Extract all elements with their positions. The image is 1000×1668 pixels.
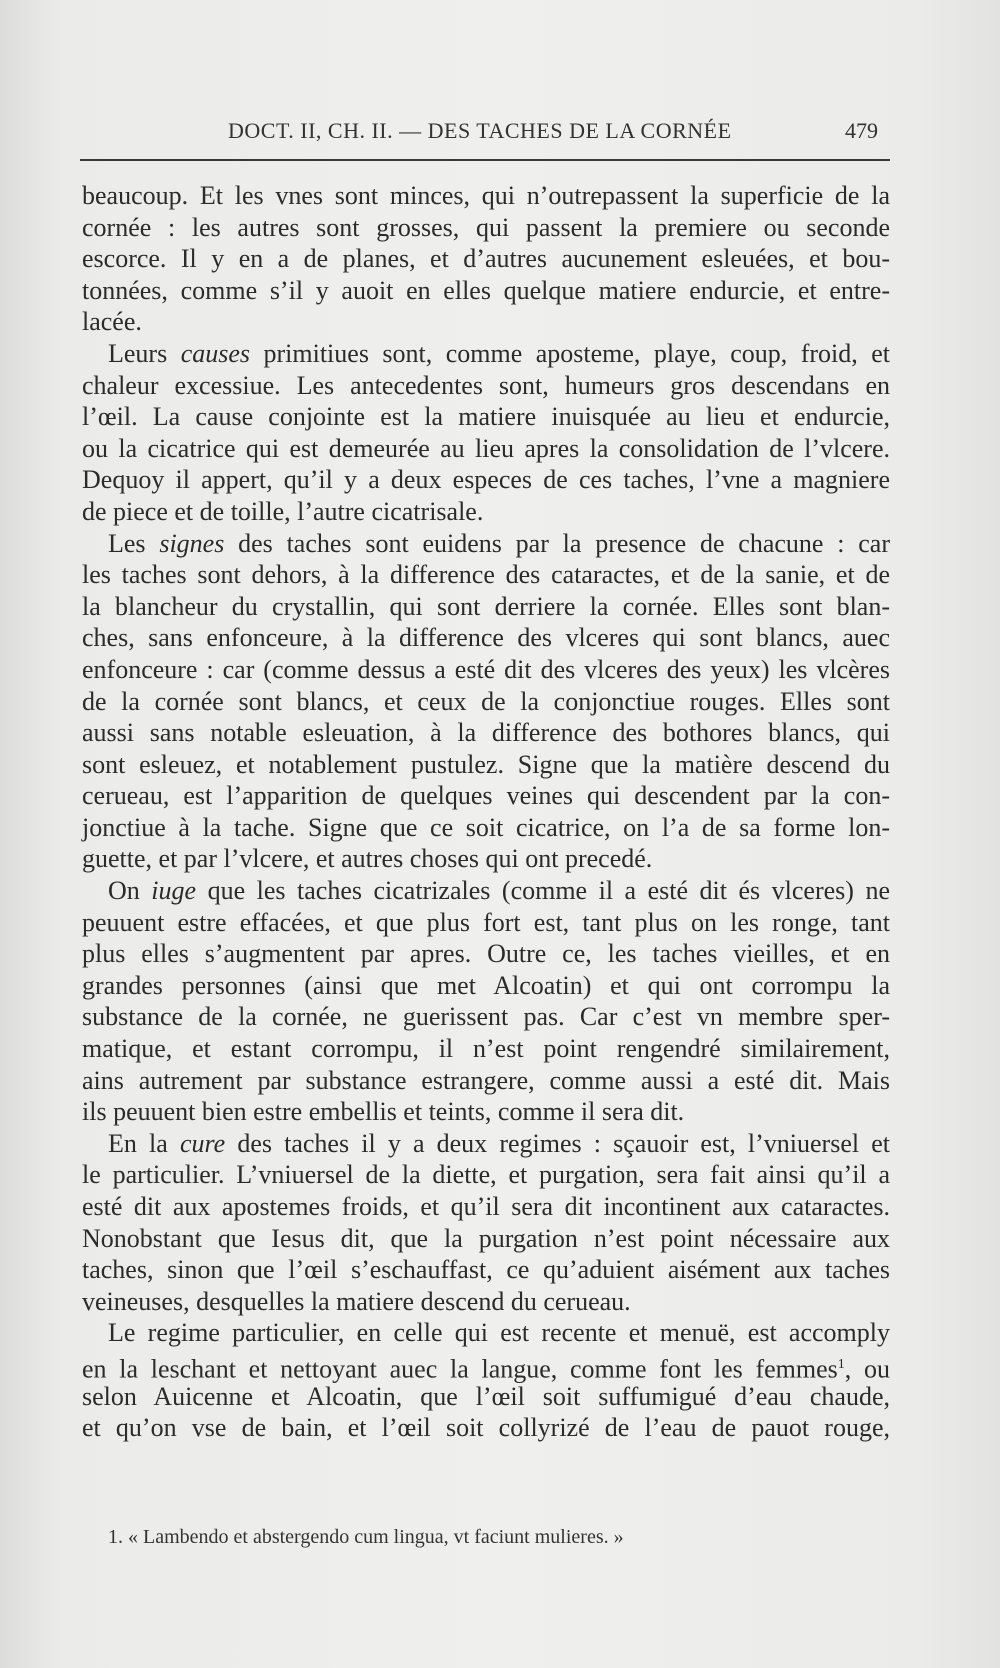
text-line <box>82 528 890 560</box>
header-rule <box>80 159 890 161</box>
text-line: de la cornée sont blancs, et ceux de la conjonctiue rouges. Elles sont <box>82 686 890 716</box>
text-span: , ou <box>844 1354 890 1384</box>
text-line: peuuent estre effacées, et que plus fort est, tant plus on les ronge, tant <box>82 907 890 937</box>
text-line: plus elles s’augmentent par apres. Outre ce, les taches vieilles, et en <box>82 939 890 969</box>
text-line: l’œil. La cause conjointe est la matiere inuisquée au lieu et endurcie, <box>82 402 890 432</box>
text-span: En la <box>108 1128 180 1158</box>
text-line: chaleur excessiue. Les antecedentes sont, humeurs gros descendans en <box>82 370 890 400</box>
text-line: beaucoup. Et les vnes sont minces, qui n’outrepassent la superficie de la <box>82 181 890 210</box>
keyword-signes: signes <box>159 528 225 558</box>
text-line: aussi sans notable esleuation, à la difference des bothores blancs, qui <box>82 718 890 748</box>
keyword-iuge: iuge <box>151 876 197 906</box>
text-line: veineuses, desquelles la matiere descend du cerueau. <box>82 1286 631 1316</box>
text-line: ils peuuent bien estre embellis et teints, comme il sera dit. <box>82 1097 685 1127</box>
page-header <box>80 112 890 152</box>
keyword-cure: cure <box>179 1128 226 1158</box>
text-line: ou la cicatrice qui est demeurée au lieu apres la consolidation de l’vlcere. <box>82 433 890 463</box>
text-line: substance de la cornée, ne guerissent pas. Car c’est vn membre sper- <box>82 1002 890 1032</box>
text-line: escorce. Il y en a de planes, et d’autres aucunement esleuées, et bou- <box>82 244 890 274</box>
text-line: la blancheur du crystallin, qui sont derriere la cornée. Elles sont blan- <box>82 591 890 621</box>
text-span: en la leschant et nettoyant auec la langue, comme font les femmes <box>82 1354 838 1384</box>
text-line: de piece et de toille, l’autre cicatrisale. <box>82 496 484 526</box>
text-line: et qu’on vse de bain, et l’œil soit collyrizé de l’eau de pauot rouge, <box>82 1413 890 1443</box>
footnote-marker: 1 <box>837 1356 845 1372</box>
text-line <box>82 338 890 370</box>
text-line: esté dit aux apostemes froids, et qu’il sera dit incontinent aux cataractes. <box>82 1192 890 1221</box>
text-line <box>82 1349 890 1384</box>
text-span: On <box>108 876 152 906</box>
text-line: cerueau, est l’apparition de quelques veines qui descendent par la con- <box>82 781 890 811</box>
body-text <box>82 180 890 1444</box>
page-number: 479 <box>845 118 878 143</box>
text-span: Leurs <box>108 338 181 368</box>
footnote: 1. « Lambendo et abstergendo cum lingua, vt faciunt mulieres. » <box>108 1526 624 1548</box>
text-span: que les taches cicatrizales (comme il a esté dit és vlceres) ne <box>196 876 890 906</box>
text-line: Dequoy il appert, qu’il y a deux especes de ces taches, l’vne a magniere <box>82 465 890 495</box>
text-line: guette, et par l’vlcere, et autres choses qui ont precedé. <box>82 844 653 874</box>
text-line: Le regime particulier, en celle qui est recente et menuë, est accomply <box>108 1318 890 1348</box>
text-span: des taches sont euidens par la presence de chacune : car <box>224 528 890 558</box>
text-line: matique, et estant corrompu, il n’est point rengendré similairement, <box>82 1034 890 1064</box>
text-line: les taches sont dehors, à la difference des cataractes, et de la sanie, et de <box>82 560 890 590</box>
text-line <box>82 875 890 907</box>
running-title: DOCT. II, CH. II. — DES TACHES DE LA CORNÉE <box>228 118 732 143</box>
text-line: le particulier. L’vniuersel de la diette, et purgation, sera fait ainsi qu’il a <box>82 1160 890 1190</box>
text-line: lacée. <box>82 307 142 337</box>
text-line: ains autrement par substance estrangere, comme aussi a esté dit. Mais <box>82 1065 890 1095</box>
text-line: ches, sans enfonceure, à la difference des vlceres qui sont blancs, auec <box>82 623 890 653</box>
text-line: Nonobstant que Iesus dit, que la purgation n’est point nécessaire aux <box>82 1223 890 1253</box>
text-line: cornée : les autres sont grosses, qui passent la premiere ou seconde <box>82 212 890 242</box>
text-line: enfonceure : car (comme dessus a esté dit des vlceres des yeux) les vlcères <box>82 654 890 684</box>
keyword-causes: causes <box>180 338 251 368</box>
text-line: selon Auicenne et Alcoatin, que l’œil soit suffumigué d’eau chaude, <box>82 1381 890 1411</box>
text-line: sont esleuez, et notablement pustulez. Signe que la matière descend du <box>82 749 890 779</box>
text-line <box>82 1128 890 1160</box>
text-span: des taches il y a deux regimes : sçauoir est, l’vniuersel et <box>225 1128 890 1158</box>
text-span: primitiues sont, comme aposteme, playe, coup, froid, et <box>250 338 890 368</box>
text-line: taches, sinon que l’œil s’eschauffast, ce qu’aduient aisément aux taches <box>82 1255 890 1285</box>
text-span: Les <box>108 528 160 558</box>
text-line: grandes personnes (ainsi que met Alcoatin) et qui ont corrompu la <box>82 970 890 1000</box>
text-line: tonnées, comme s’il y auoit en elles quelque matiere endurcie, et entre- <box>82 275 890 305</box>
text-line: jonctiue à la tache. Signe que ce soit cicatrice, on l’a de sa forme lon- <box>82 812 890 842</box>
